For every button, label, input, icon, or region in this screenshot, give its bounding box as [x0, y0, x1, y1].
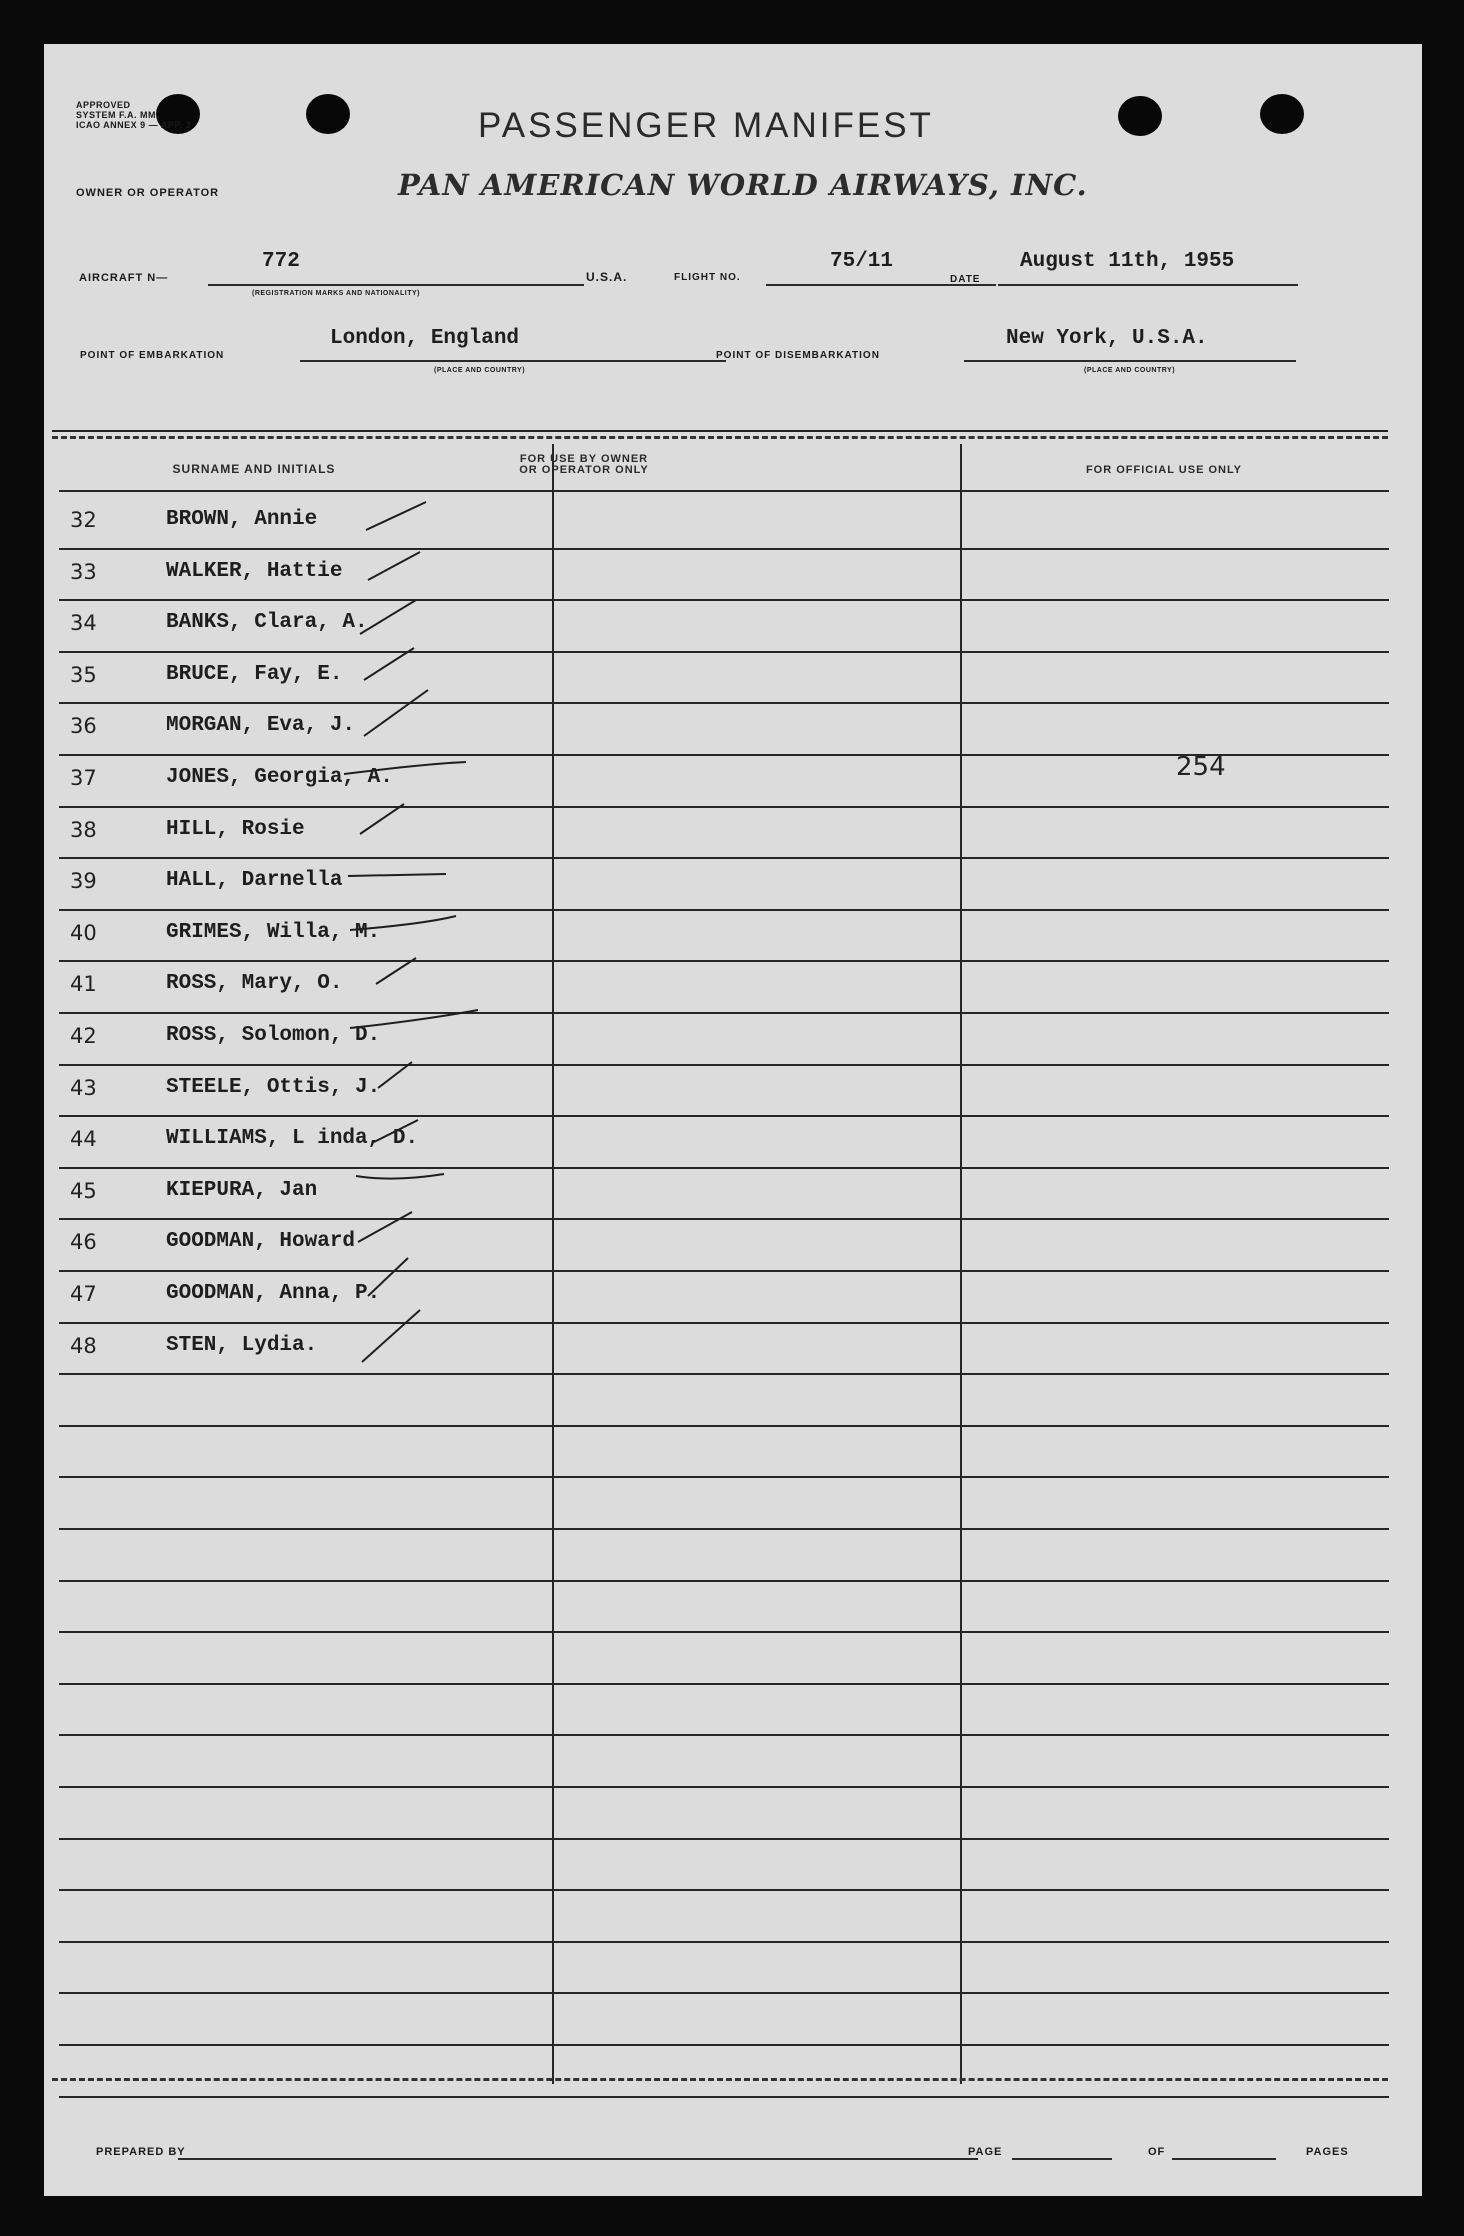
passenger-name: WALKER, Hattie	[166, 560, 343, 583]
of-label: OF	[1148, 2146, 1166, 2158]
col-header-owner-line2: OR OPERATOR ONLY	[519, 464, 649, 476]
aircraft-label: AIRCRAFT N—	[79, 272, 169, 284]
row-number: 38	[70, 818, 97, 842]
row-number: 39	[70, 869, 97, 893]
disembark-value: New York, U.S.A.	[1006, 327, 1208, 350]
embark-label: POINT OF EMBARKATION	[80, 350, 225, 361]
row-number: 33	[70, 560, 97, 584]
official-note: 254	[1176, 752, 1226, 782]
passenger-name: GOODMAN, Anna, P.	[166, 1282, 381, 1305]
approval-line-3: ICAO ANNEX 9 — APP. 2	[76, 120, 192, 130]
check-mark	[360, 804, 404, 834]
col-header-surname: SURNAME AND INITIALS	[172, 462, 336, 476]
disembark-label: POINT OF DISEMBARKATION	[716, 350, 880, 361]
passenger-name: JONES, Georgia, A.	[166, 766, 393, 789]
check-mark	[348, 874, 446, 876]
check-mark	[374, 1120, 418, 1142]
row-number: 45	[70, 1179, 97, 1203]
prepared-label: PREPARED BY	[96, 2146, 186, 2158]
aircraft-value: 772	[262, 250, 300, 273]
flight-label: FLIGHT NO.	[674, 272, 741, 283]
approval-line-2: SYSTEM F.A. MM.	[76, 110, 160, 120]
check-mark	[378, 1062, 412, 1088]
check-mark	[358, 1212, 412, 1242]
row-number: 34	[70, 611, 97, 635]
row-number: 32	[70, 508, 97, 532]
col-header-owner-line1: FOR USE BY OWNER	[519, 453, 649, 465]
col-header-official: FOR OFFICIAL USE ONLY	[1085, 464, 1243, 476]
check-mark	[350, 1010, 478, 1028]
check-mark	[356, 1174, 444, 1179]
page-underline	[1012, 2158, 1112, 2160]
table-bottom-rule	[52, 2078, 1388, 2081]
passenger-name: BRUCE, Fay, E.	[166, 663, 343, 686]
row-number: 48	[70, 1334, 97, 1358]
of-underline	[1172, 2158, 1276, 2160]
check-mark	[344, 762, 466, 774]
row-number: 40	[70, 921, 97, 945]
check-mark	[350, 916, 456, 930]
passenger-name: WILLIAMS, L inda, D.	[166, 1127, 419, 1150]
check-mark	[366, 502, 426, 530]
check-mark	[368, 1258, 408, 1296]
owner-label: OWNER OR OPERATOR	[76, 187, 220, 199]
page-title: PASSENGER MANIFEST	[478, 106, 934, 145]
passenger-name: BANKS, Clara, A.	[166, 611, 368, 634]
embark-caption: (PLACE AND COUNTRY)	[434, 367, 526, 374]
passenger-name: ROSS, Solomon, D.	[166, 1024, 381, 1047]
check-marks	[344, 502, 478, 1362]
country-label: U.S.A.	[586, 270, 628, 284]
passenger-name: MORGAN, Eva, J.	[166, 714, 356, 737]
row-number: 44	[70, 1127, 97, 1151]
approval-line-1: APPROVED	[76, 100, 131, 110]
passenger-name: HILL, Rosie	[166, 818, 305, 841]
check-mark	[362, 1310, 420, 1362]
passenger-name: GOODMAN, Howard	[166, 1230, 356, 1253]
passenger-name: GRIMES, Willa, M.	[166, 921, 381, 944]
pages-label: PAGES	[1306, 2146, 1349, 2158]
passenger-name: BROWN, Annie	[166, 508, 318, 531]
manifest-sheet	[44, 44, 1422, 2196]
row-number: 46	[70, 1230, 97, 1254]
passenger-name: ROSS, Mary, O.	[166, 972, 343, 995]
row-number: 36	[70, 714, 97, 738]
owner-value: PAN AMERICAN WORLD AIRWAYS, INC.	[398, 168, 1088, 202]
date-label: DATE	[950, 274, 981, 285]
page-label: PAGE	[968, 2146, 1003, 2158]
date-value: August 11th, 1955	[1020, 250, 1235, 273]
row-number: 42	[70, 1024, 97, 1048]
passenger-name: STEN, Lydia.	[166, 1334, 318, 1357]
check-mark	[360, 600, 416, 634]
disembark-caption: (PLACE AND COUNTRY)	[1084, 367, 1176, 374]
check-mark	[364, 690, 428, 736]
row-number: 37	[70, 766, 97, 790]
row-number: 41	[70, 972, 97, 996]
registration-caption: (REGISTRATION MARKS AND NATIONALITY)	[252, 290, 420, 297]
check-marks-layer	[44, 44, 1422, 2196]
prepared-underline	[178, 2158, 978, 2160]
check-mark	[368, 552, 420, 580]
flight-value: 75/11	[830, 250, 894, 273]
row-number: 43	[70, 1076, 97, 1100]
row-number: 47	[70, 1282, 97, 1306]
passenger-name: KIEPURA, Jan	[166, 1179, 318, 1202]
check-mark	[376, 958, 416, 984]
embark-value: London, England	[330, 327, 520, 350]
row-number: 35	[70, 663, 97, 687]
passenger-name: HALL, Darnella	[166, 869, 343, 892]
passenger-name: STEELE, Ottis, J.	[166, 1076, 381, 1099]
check-mark	[364, 648, 414, 680]
